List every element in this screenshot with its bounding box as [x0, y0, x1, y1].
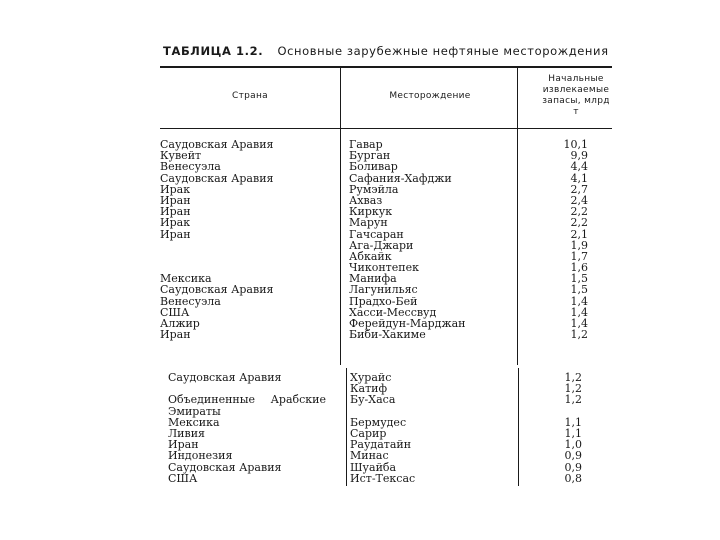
- field-cell: Гачсаран: [349, 227, 404, 241]
- country-cell: Саудовская Аравия: [160, 138, 274, 151]
- reserve-cell: 1,4: [570, 317, 588, 330]
- block1-countries: [160, 139, 273, 340]
- field-cell: Минас: [350, 449, 389, 463]
- reserve-cell: 1,2: [570, 328, 588, 342]
- field-cell: Прадхо-Бей: [349, 294, 418, 308]
- divider-right: [517, 67, 518, 365]
- reserve-cell: 1,1: [564, 415, 582, 429]
- country-cell: [168, 393, 326, 418]
- reserve-cell: 1,5: [570, 283, 588, 297]
- divider-right-lower: [518, 368, 519, 486]
- reserve-cell: 2,4: [570, 193, 588, 207]
- field-cell: Чиконтепек: [349, 261, 419, 275]
- country-cell: [160, 251, 273, 262]
- reserve-cell: 10,1: [563, 138, 588, 151]
- reserve-cell: 0,8: [564, 471, 582, 485]
- divider-left: [340, 67, 341, 365]
- reserve-cell: 1,5: [570, 272, 588, 286]
- table-label: ТАБЛИЦА 1.2.: [163, 44, 264, 58]
- reserve-cell: 2,7: [570, 182, 588, 196]
- table-caption: Основные зарубежные нефтяные месторождения: [277, 44, 609, 58]
- country-cell: Иран: [168, 438, 199, 452]
- field-cell: Ага-Джари: [349, 238, 414, 252]
- field-cell: Катиф: [350, 382, 388, 396]
- field-cell: Раудатайн: [350, 438, 412, 452]
- country-cell: Кувейт: [160, 149, 202, 163]
- reserve-cell: 0,9: [564, 460, 582, 474]
- field-cell: Манифа: [349, 272, 397, 286]
- country-cell: США: [160, 305, 190, 319]
- field-cell: Ист-Тексас: [350, 471, 416, 485]
- country-cell: Ливия: [168, 426, 205, 440]
- reserve-cell: 2,2: [570, 205, 588, 219]
- field-cell: Гавар: [349, 138, 383, 151]
- field-cell: Ферейдун-Марджан: [349, 317, 466, 330]
- country-cell: Алжир: [160, 317, 200, 330]
- field-cell: Бурган: [349, 149, 391, 163]
- header-country: Страна: [232, 91, 268, 101]
- field-cell: Абкайк: [349, 249, 392, 263]
- country-cell: Саудовская Аравия: [160, 171, 274, 185]
- reserve-cell: 1,1: [564, 426, 582, 440]
- field-cell: Лагунильяс: [349, 283, 418, 297]
- field-cell: Сарир: [350, 426, 387, 440]
- reserve-cell: 1,4: [570, 305, 588, 319]
- divider-left-lower: [346, 368, 347, 486]
- reserve-cell: 9,9: [570, 149, 588, 163]
- reserve-cell: 1,2: [564, 371, 582, 384]
- country-cell: Венесуэла: [160, 160, 221, 174]
- table-title: [163, 44, 609, 58]
- country-cell: Саудовская Аравия: [168, 460, 282, 474]
- country-cell: Иран: [160, 205, 191, 219]
- field-cell: Марун: [349, 216, 388, 230]
- country-cell: Саудовская Аравия: [168, 371, 282, 384]
- country-cell: Мексика: [160, 272, 212, 286]
- reserve-cell: 2,2: [570, 216, 588, 230]
- field-cell: Хасси-Мессвуд: [349, 305, 437, 319]
- field-cell: Киркук: [349, 205, 393, 219]
- field-cell: Боливар: [349, 160, 398, 174]
- field-cell: Хурайс: [350, 371, 392, 384]
- block2-countries: [168, 372, 326, 484]
- country-cell: [160, 240, 273, 251]
- header-rule: [160, 128, 612, 129]
- reserve-cell: 1,7: [570, 249, 588, 263]
- field-cell: Ахваз: [349, 193, 383, 207]
- country-cell: Иран: [160, 227, 191, 241]
- country-cell: Ирак: [160, 216, 191, 230]
- country-cell: Ирак: [160, 182, 191, 196]
- field-cell: Биби-Хакиме: [349, 328, 426, 342]
- reserve-cell: 1,0: [564, 438, 582, 452]
- block2-reserves: [536, 372, 582, 484]
- top-rule: [160, 66, 612, 68]
- country-cell: Саудовская Аравия: [160, 283, 274, 297]
- country-cell: Индонезия: [168, 449, 233, 463]
- reserve-cell: 1,2: [564, 393, 582, 407]
- country-cell: Иран: [160, 328, 191, 342]
- country-cell: США: [168, 471, 198, 485]
- reserve-cell: 0,9: [564, 449, 582, 463]
- country-cell: Венесуэла: [160, 294, 221, 308]
- block1-reserves: [540, 139, 588, 340]
- field-cell: Бермудес: [350, 415, 407, 429]
- block2-fields: [350, 372, 415, 484]
- field-cell: Румэйла: [349, 182, 399, 196]
- field-cell: Бу-Хаса: [350, 393, 396, 407]
- reserve-cell: 1,6: [570, 261, 588, 275]
- reserve-cell: 2,1: [570, 227, 588, 241]
- country-cell: Мексика: [168, 415, 220, 429]
- field-cell: Сафания-Хафджи: [349, 171, 452, 185]
- reserve-cell: 4,4: [570, 160, 588, 174]
- field-cell: Шуайба: [350, 460, 397, 474]
- block1-fields: [349, 139, 465, 340]
- reserve-cell: 1,9: [570, 238, 588, 252]
- country-cell: Иран: [160, 193, 191, 207]
- country-cell-uae: Объединенные Арабские Эмираты: [168, 393, 326, 418]
- reserve-cell: 1,4: [570, 294, 588, 308]
- header-field: Месторождение: [389, 91, 471, 101]
- reserve-cell: 4,1: [570, 171, 588, 185]
- reserve-cell: 1,2: [564, 382, 582, 396]
- header-reserves: Начальные извлекаемые запасы, млрд т: [542, 74, 610, 117]
